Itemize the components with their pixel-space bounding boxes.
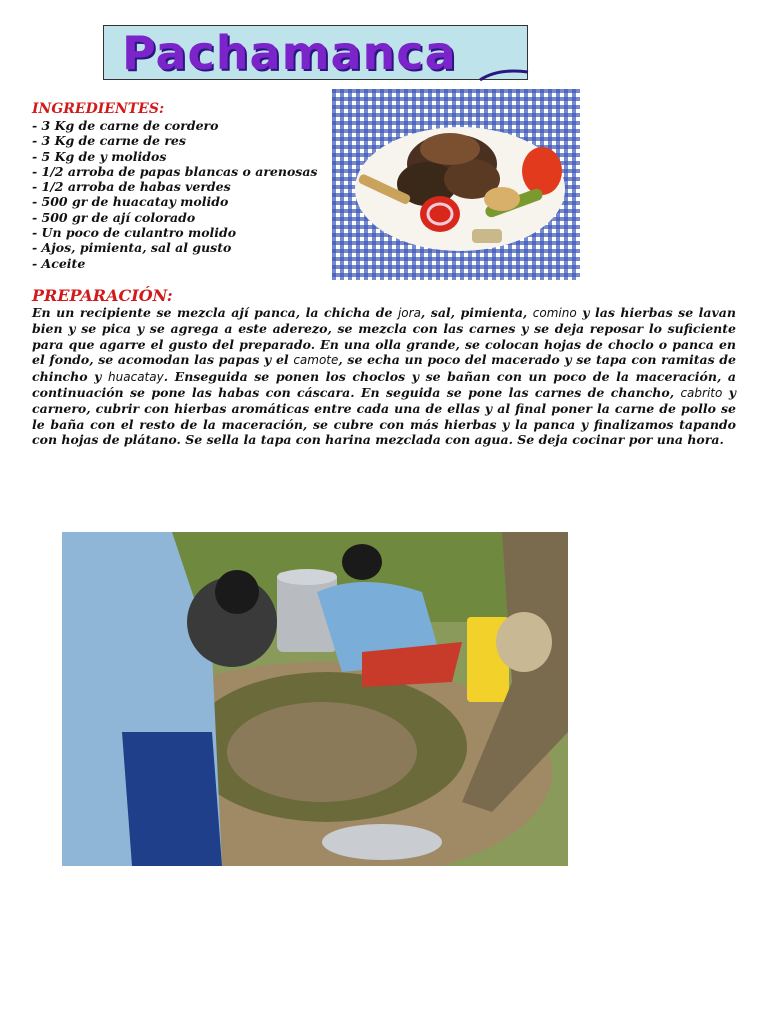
food-plate-photo xyxy=(332,89,580,280)
ingredients-list xyxy=(32,118,317,271)
ingredient-item: - 3 Kg de carne de res xyxy=(32,133,186,149)
ingredient-item: - 500 gr de ají colorado xyxy=(32,209,196,225)
prep-segment: y carnero, cubrir con hierbas aromáticas entre cada una de ellas y al final poner la carne de pollo se le baña con el resto de la maceración, se cubre con más hierbas y la panca y finalizamos tapando con hojas de plátano. Se sella la tapa con harina mezclada con agua. Se deja cocinar por una hora. xyxy=(32,385,737,448)
prep-term-cabrito: cabrito xyxy=(680,386,723,401)
prep-segment: . Enseguida se ponen los choclos y se bañan con un poco de la maceración, a continuación se pone las habas con cáscara. En seguida se pone las carnes de chancho, xyxy=(32,368,737,401)
ingredient-item: - 500 gr de huacatay molido xyxy=(32,194,229,210)
ingredient-item: - Un poco de culantro molido xyxy=(32,225,237,241)
title-banner xyxy=(103,25,528,80)
prep-term-comino: comino xyxy=(532,306,577,320)
prep-segment: , se echa un poco del macerado y se tapa con ramitas de chincho y xyxy=(32,352,736,384)
prep-segment: , sal, pimienta, xyxy=(420,305,528,320)
ingredient-item: - 3 Kg de carne de cordero xyxy=(32,118,219,133)
prep-term-jora: jora xyxy=(397,306,421,320)
preparation-text xyxy=(32,305,736,448)
page-title: Pachamanca xyxy=(122,26,457,80)
prep-segment: y las hierbas se lavan bien y se pica y se agrega a este aderezo, se mezcla con las carnes y se deja reposar lo suficiente para que agarre el gusto del preparado. En una olla grande, se colocan hojas de choclo o panca en el fondo, se acomodan las papas y el xyxy=(32,305,736,368)
preparation-heading: PREPARACIÓN: xyxy=(32,286,173,305)
prep-term-huacatay: huacatay xyxy=(108,369,164,384)
ingredient-item: - Aceite xyxy=(32,255,86,271)
ingredient-item: - 1/2 arroba de habas verdes xyxy=(32,179,231,195)
prep-segment: En un recipiente se mezcla ají panca, la chicha de xyxy=(32,305,393,320)
title-swoosh-decoration xyxy=(478,68,530,82)
ingredient-item: - 5 Kg de y molidos xyxy=(32,148,167,164)
prep-term-camote: camote xyxy=(293,353,339,368)
earth-oven-cooking-photo xyxy=(62,532,568,866)
ingredient-item: - 1/2 arroba de papas blancas o arenosas xyxy=(32,163,318,179)
ingredients-heading: INGREDIENTES: xyxy=(32,101,165,117)
ingredient-item: - Ajos, pimienta, sal al gusto xyxy=(32,240,232,256)
